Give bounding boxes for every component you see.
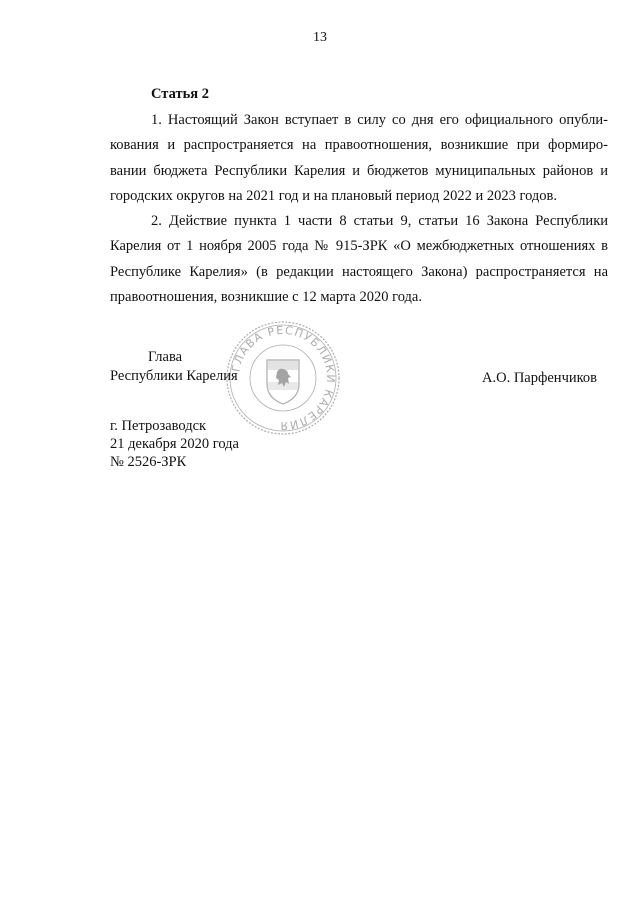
- seal-text: ГЛАВА РЕСПУБЛИКИ КАРЕЛИЯ: [229, 323, 338, 433]
- paragraph-1-line: городских округов на 2021 год и на плановый период 2022 и 2023 годов.: [110, 187, 558, 204]
- signatory-title-line-1: Глава: [148, 349, 183, 365]
- signing-date: 21 декабря 2020 года: [110, 436, 239, 452]
- article-paragraph-2: [110, 209, 608, 310]
- paragraph-1-line: кования и распространяется на правоотношения, возникшие при формиро-: [110, 137, 608, 154]
- signing-place: г. Петрозаводск: [110, 418, 207, 434]
- article-paragraph-1: [110, 108, 608, 209]
- article-heading: Статья 2: [151, 86, 209, 102]
- paragraph-1-line: 1. Настоящий Закон вступает в силу со дня его официального опубли-: [151, 112, 608, 128]
- official-seal: [225, 320, 341, 436]
- page-number: 13: [313, 30, 327, 45]
- paragraph-2-line: правоотношения, возникшие с 12 марта 2020 года.: [110, 288, 422, 305]
- paragraph-2-line: Карелия от 1 ноября 2005 года № 915-ЗРК «О межбюджетных отношениях в: [110, 238, 608, 255]
- law-number: № 2526-ЗРК: [110, 454, 187, 470]
- signatory-name: А.О. Парфенчиков: [482, 370, 598, 386]
- coat-of-arms-icon: [267, 360, 299, 404]
- signatory-title-line-2: Республики Карелия: [110, 368, 238, 384]
- paragraph-1-line: вании бюджета Республики Карелия и бюджетов муниципальных районов и: [110, 162, 608, 179]
- paragraph-2-line: 2. Действие пункта 1 части 8 статьи 9, статьи 16 Закона Республики: [151, 213, 608, 229]
- paragraph-2-line: Республике Карелия» (в редакции настоящего Закона) распространяется на: [110, 263, 608, 280]
